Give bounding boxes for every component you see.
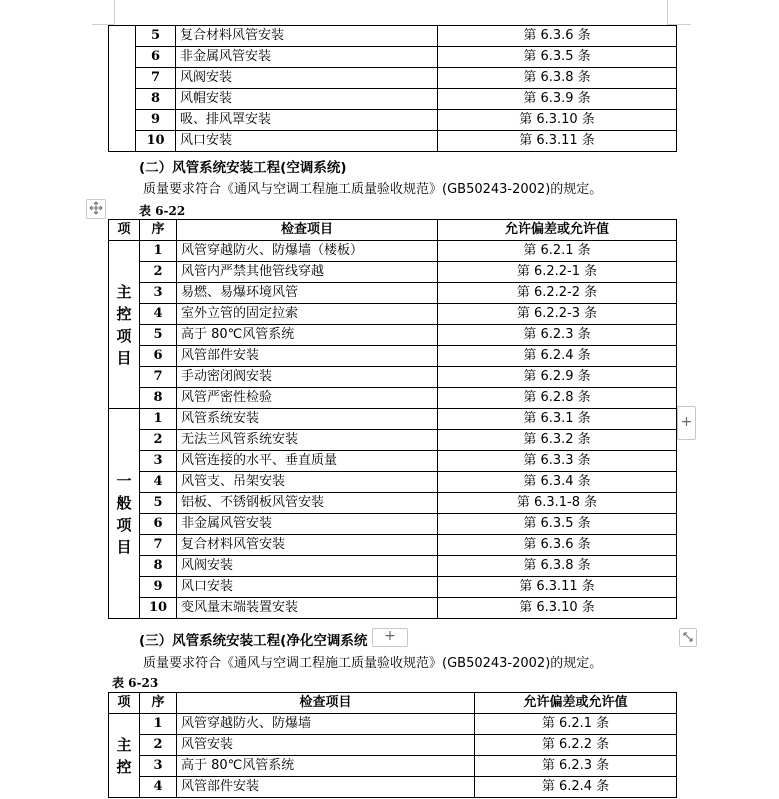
table-row — [109, 514, 677, 535]
row-value: 第 6.3.9 条 — [438, 89, 677, 110]
row-item: 风管穿越防火、防爆墙 — [177, 714, 475, 735]
margin-mark-left — [114, 0, 115, 24]
row-seq: 4 — [140, 777, 177, 798]
row-value: 第 6.3.10 条 — [438, 598, 677, 619]
category-main — [109, 241, 140, 409]
table-row — [109, 47, 677, 68]
row-seq: 1 — [140, 714, 177, 735]
row-value: 第 6.2.2-2 条 — [438, 283, 677, 304]
table-row — [109, 409, 677, 430]
row-value: 第 6.3.5 条 — [438, 47, 677, 68]
row-item: 风帽安装 — [176, 89, 438, 110]
section-heading-3: (三）风管系统安装工程(净化空调系统 — [139, 633, 368, 649]
table-row — [109, 241, 677, 262]
header-item: 检查项目 — [177, 693, 475, 714]
table-move-handle[interactable] — [86, 199, 106, 219]
row-seq: 1 — [140, 409, 177, 430]
row-item: 易燃、易爆环境风管 — [177, 283, 438, 304]
row-seq: 6 — [140, 514, 177, 535]
row-value: 第 6.3.6 条 — [438, 26, 677, 47]
row-value: 第 6.2.2-1 条 — [438, 262, 677, 283]
row-value: 第 6.3.5 条 — [438, 514, 677, 535]
table-6-23 — [108, 692, 677, 798]
category-main-label: 主控项目 — [116, 282, 132, 367]
row-value: 第 6.2.8 条 — [438, 388, 677, 409]
row-item: 非金属风管安装 — [176, 47, 438, 68]
row-item: 吸、排风罩安装 — [176, 110, 438, 131]
row-seq: 8 — [140, 388, 177, 409]
row-value: 第 6.2.1 条 — [475, 714, 677, 735]
category-cell — [109, 26, 136, 152]
plus-icon: + — [384, 628, 396, 644]
table-row — [109, 777, 677, 798]
row-item: 手动密闭阀安装 — [177, 367, 438, 388]
header-category: 项 — [109, 693, 140, 714]
header-value: 允许偏差或允许值 — [475, 693, 677, 714]
table-row — [109, 89, 677, 110]
row-seq: 10 — [140, 598, 177, 619]
row-value: 第 6.3.10 条 — [438, 110, 677, 131]
row-value: 第 6.2.2-3 条 — [438, 304, 677, 325]
row-item: 高于 80℃风管系统 — [177, 756, 475, 777]
row-seq: 9 — [136, 110, 176, 131]
row-item: 室外立管的固定拉索 — [177, 304, 438, 325]
category-main — [109, 714, 140, 798]
row-item: 高于 80℃风管系统 — [177, 325, 438, 346]
row-item: 风管支、吊架安装 — [177, 472, 438, 493]
row-value: 第 6.3.2 条 — [438, 430, 677, 451]
category-general-label: 一般项目 — [116, 471, 132, 556]
row-value: 第 6.3.4 条 — [438, 472, 677, 493]
row-value: 第 6.2.4 条 — [475, 777, 677, 798]
add-row-button[interactable] — [372, 628, 408, 647]
row-seq: 3 — [140, 451, 177, 472]
row-seq: 1 — [140, 241, 177, 262]
row-seq: 5 — [136, 26, 176, 47]
row-seq: 7 — [140, 535, 177, 556]
row-item: 风管穿越防火、防爆墙（楼板） — [177, 241, 438, 262]
row-seq: 10 — [136, 131, 176, 152]
table-row — [109, 388, 677, 409]
add-column-button[interactable] — [677, 406, 696, 440]
row-seq: 5 — [140, 493, 177, 514]
table-row — [109, 472, 677, 493]
row-seq: 8 — [140, 556, 177, 577]
row-value: 第 6.3.8 条 — [438, 68, 677, 89]
row-seq: 4 — [140, 472, 177, 493]
row-item: 风口安装 — [177, 577, 438, 598]
row-item: 风管系统安装 — [177, 409, 438, 430]
row-seq: 4 — [140, 304, 177, 325]
row-item: 风管安装 — [177, 735, 475, 756]
row-seq: 6 — [140, 346, 177, 367]
row-item: 复合材料风管安装 — [177, 535, 438, 556]
row-seq: 3 — [140, 283, 177, 304]
row-seq: 9 — [140, 577, 177, 598]
row-value: 第 6.2.3 条 — [438, 325, 677, 346]
row-value: 第 6.2.3 条 — [475, 756, 677, 777]
row-value: 第 6.3.8 条 — [438, 556, 677, 577]
table-row — [109, 26, 677, 47]
table-row — [109, 430, 677, 451]
table-row — [109, 756, 677, 777]
table-row — [109, 283, 677, 304]
row-seq: 3 — [140, 756, 177, 777]
table-row — [109, 451, 677, 472]
row-item: 风管严密性检验 — [177, 388, 438, 409]
row-value: 第 6.3.11 条 — [438, 577, 677, 598]
table-row — [109, 556, 677, 577]
row-value: 第 6.2.4 条 — [438, 346, 677, 367]
header-seq: 序 — [140, 693, 177, 714]
row-value: 第 6.2.2 条 — [475, 735, 677, 756]
table-row — [109, 325, 677, 346]
row-item: 风管部件安装 — [177, 777, 475, 798]
row-item: 复合材料风管安装 — [176, 26, 438, 47]
table-row — [109, 304, 677, 325]
row-seq: 7 — [136, 68, 176, 89]
row-item: 风阀安装 — [176, 68, 438, 89]
section-paragraph: 质量要求符合《通风与空调工程施工质量验收规范》(GB50243-2002)的规定。 — [143, 182, 603, 197]
category-main-label: 主控 — [116, 735, 132, 776]
row-seq: 8 — [136, 89, 176, 110]
header-category: 项 — [109, 220, 140, 241]
row-seq: 2 — [140, 735, 177, 756]
row-item: 风阀安装 — [177, 556, 438, 577]
table-row — [109, 598, 677, 619]
row-value: 第 6.2.9 条 — [438, 367, 677, 388]
section-heading: (二）风管系统安装工程(空调系统) — [139, 160, 347, 176]
table-row — [109, 367, 677, 388]
table-row — [109, 262, 677, 283]
table-row — [109, 131, 677, 152]
row-value: 第 6.2.1 条 — [438, 241, 677, 262]
header-value: 允许偏差或允许值 — [438, 220, 677, 241]
row-seq: 2 — [140, 262, 177, 283]
row-seq: 5 — [140, 325, 177, 346]
table-row — [109, 714, 677, 735]
margin-mark-right — [667, 0, 668, 24]
row-item: 非金属风管安装 — [177, 514, 438, 535]
category-general — [109, 409, 140, 619]
table-row — [109, 110, 677, 131]
table-label-3: 表 6-23 — [112, 676, 159, 690]
row-value: 第 6.3.6 条 — [438, 535, 677, 556]
row-item: 风管内严禁其他管线穿越 — [177, 262, 438, 283]
table-row — [109, 493, 677, 514]
table-row — [109, 735, 677, 756]
table-label: 表 6-22 — [139, 204, 186, 218]
row-seq: 7 — [140, 367, 177, 388]
row-value: 第 6.3.1-8 条 — [438, 493, 677, 514]
row-seq: 2 — [140, 430, 177, 451]
table-row — [109, 577, 677, 598]
table-continuation — [108, 25, 677, 152]
row-value: 第 6.3.3 条 — [438, 451, 677, 472]
move-icon — [89, 201, 103, 215]
table-6-22 — [108, 219, 677, 619]
row-item: 无法兰风管系统安装 — [177, 430, 438, 451]
row-item: 铝板、不锈钢板风管安装 — [177, 493, 438, 514]
header-item: 检查项目 — [177, 220, 438, 241]
table-row — [109, 68, 677, 89]
row-item: 风管连接的水平、垂直质量 — [177, 451, 438, 472]
section-paragraph-3: 质量要求符合《通风与空调工程施工质量验收规范》(GB50243-2002)的规定。 — [143, 656, 603, 671]
row-value: 第 6.3.1 条 — [438, 409, 677, 430]
table-row — [109, 535, 677, 556]
row-item: 风管部件安装 — [177, 346, 438, 367]
resize-icon — [682, 631, 694, 643]
table-row — [109, 346, 677, 367]
row-seq: 6 — [136, 47, 176, 68]
row-value: 第 6.3.11 条 — [438, 131, 677, 152]
row-item: 风口安装 — [176, 131, 438, 152]
header-seq: 序 — [140, 220, 177, 241]
plus-icon: + — [680, 414, 693, 430]
row-item: 变风量末端装置安装 — [177, 598, 438, 619]
table-resize-handle[interactable] — [679, 628, 697, 647]
